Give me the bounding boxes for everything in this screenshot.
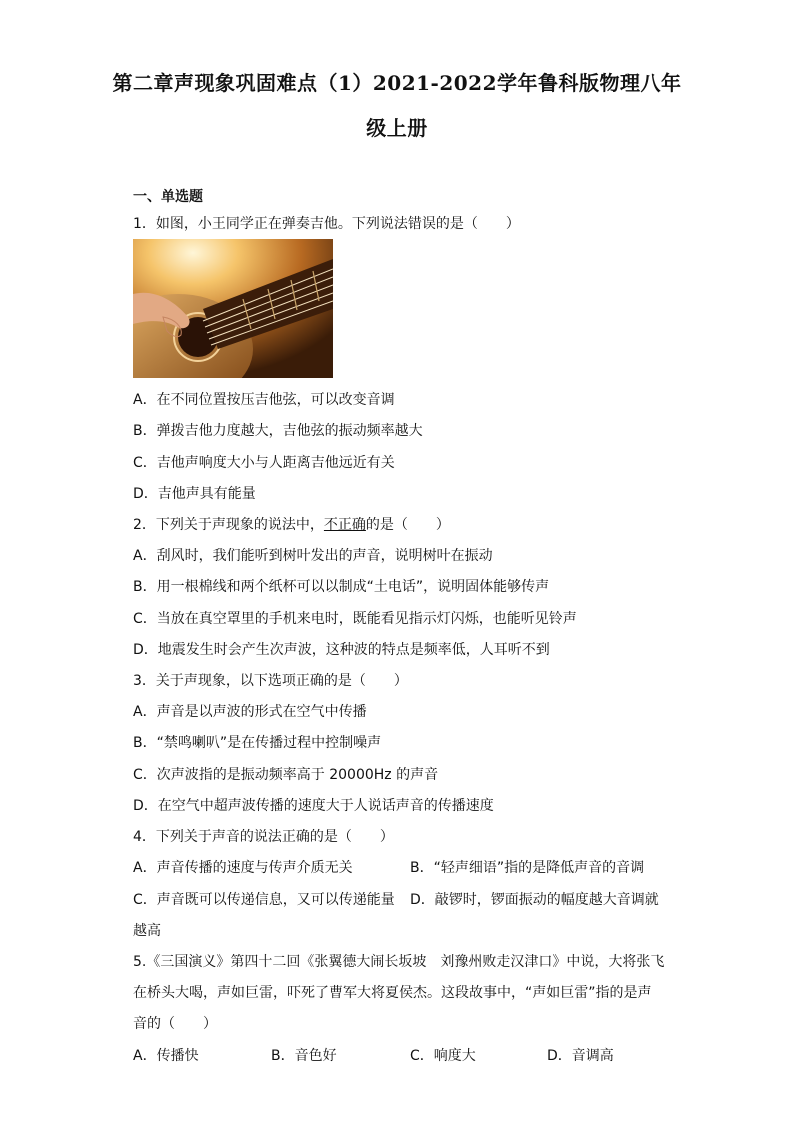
q1-option-c: C．吉他声响度大小与人距离吉他远近有关 — [133, 455, 395, 471]
q2-option-a: A．刮风时，我们能听到树叶发出的声音，说明树叶在振动 — [133, 548, 493, 564]
section-heading: 一、单选题 — [133, 189, 203, 205]
q3-option-c: C．次声波指的是振动频率高于 20000Hz 的声音 — [133, 767, 439, 783]
q2-stem-pre: 2．下列关于声现象的说法中， — [133, 517, 324, 533]
q4-options-row2 — [133, 889, 693, 909]
q1-stem: 1．如图，小王同学正在弹奏吉他。下列说法错误的是（ ） — [133, 216, 520, 232]
document-title-line2: 级上册 — [366, 116, 428, 140]
q4-option-d: D．敲锣时，锣面振动的幅度越大音调就 — [410, 892, 659, 908]
q5-option-a: A．传播快 — [133, 1048, 199, 1064]
q5-option-c: C．响度大 — [410, 1048, 476, 1064]
guitar-photo-icon — [133, 239, 333, 378]
q5-stem-line2: 在桥头大喝，声如巨雷，吓死了曹军大将夏侯杰。这段故事中，“声如巨雷”指的是声 — [133, 985, 652, 1001]
q4-option-c: C．声音既可以传递信息，又可以传递能量 — [133, 892, 395, 908]
q3-option-a: A．声音是以声波的形式在空气中传播 — [133, 704, 367, 720]
q3-option-b: B．“禁鸣喇叭”是在传播过程中控制噪声 — [133, 735, 382, 751]
guitar-photo — [133, 239, 333, 378]
q1-option-a: A．在不同位置按压吉他弦，可以改变音调 — [133, 392, 395, 408]
q4-stem: 4．下列关于声音的说法正确的是（ ） — [133, 829, 394, 845]
q5-option-d: D．音调高 — [547, 1048, 614, 1064]
q1-option-b: B．弹拨吉他力度越大，吉他弦的振动频率越大 — [133, 423, 423, 439]
q2-option-b: B．用一根棉线和两个纸杯可以以制成“土电话”，说明固体能够传声 — [133, 579, 550, 595]
q2-stem — [133, 514, 450, 534]
q4-option-b: B．“轻声细语”指的是降低声音的音调 — [410, 860, 645, 876]
q5-option-b: B．音色好 — [271, 1048, 337, 1064]
q4-option-d-continued: 越高 — [133, 923, 161, 939]
q5-stem-line1: 5.《三国演义》第四十二回《张翼德大闹长坂坡 刘豫州败走汉津口》中说，大将张飞 — [133, 954, 665, 970]
q4-option-a: A．声音传播的速度与传声介质无关 — [133, 860, 353, 876]
document-title-line1: 第二章声现象巩固难点（1）2021-2022学年鲁科版物理八年 — [112, 71, 682, 95]
q2-option-c: C．当放在真空罩里的手机来电时，既能看见指示灯闪烁，也能听见铃声 — [133, 611, 577, 627]
q1-option-d: D．吉他声具有能量 — [133, 486, 256, 502]
q2-option-d: D．地震发生时会产生次声波，这种波的特点是频率低，人耳听不到 — [133, 642, 550, 658]
q2-stem-post: 的是（ ） — [365, 517, 450, 533]
q2-stem-emphasis: 不正确 — [323, 517, 366, 533]
q4-options-row1 — [133, 857, 693, 877]
q5-stem-line3: 音的（ ） — [133, 1016, 217, 1032]
q3-stem: 3．关于声现象，以下选项正确的是（ ） — [133, 673, 408, 689]
q3-option-d: D．在空气中超声波传播的速度大于人说话声音的传播速度 — [133, 798, 494, 814]
